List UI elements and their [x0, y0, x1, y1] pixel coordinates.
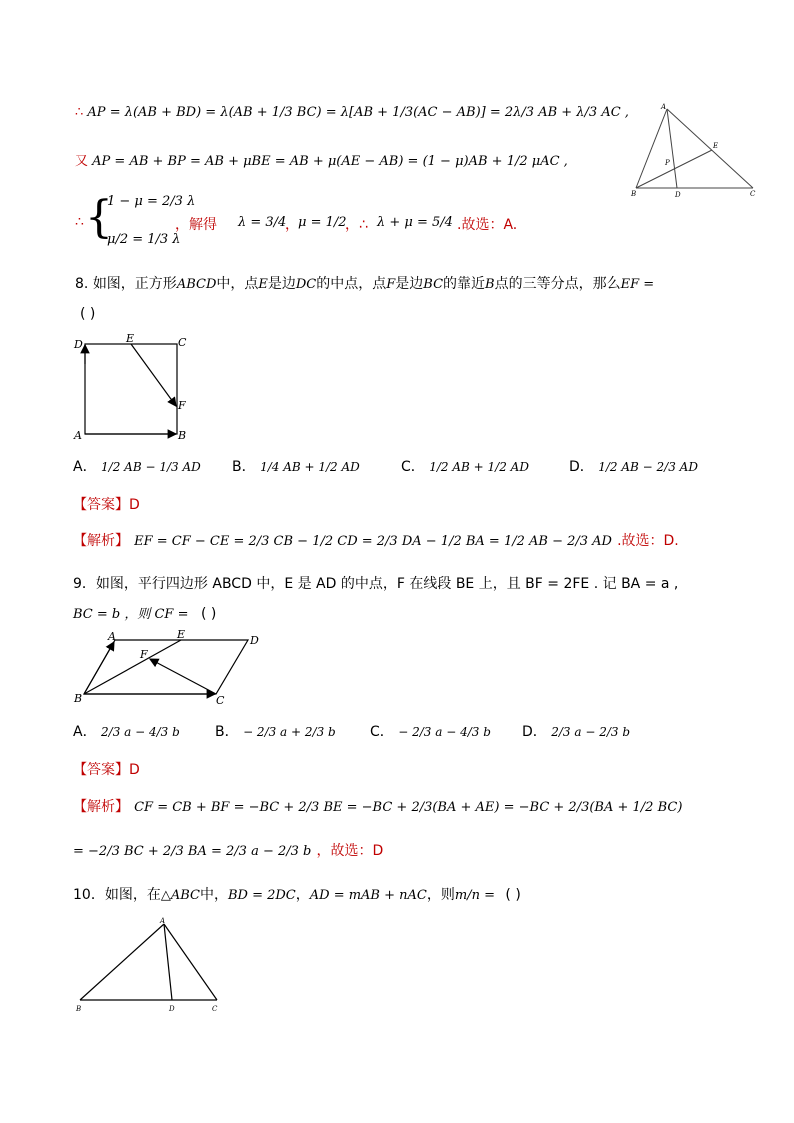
segment-be — [84, 640, 181, 694]
math-ratio: m/n = — [454, 888, 495, 903]
label-a: A — [108, 630, 116, 643]
label-e: E — [177, 630, 186, 641]
answer-label: 【答案】 — [73, 762, 129, 778]
analysis-equation: CF = CB + BF = −BC + 2/3 BE = −BC + 2/3(BA + AE) = −BC + 2/3(BA + 1/2 BC) — [134, 800, 683, 815]
solution-choice: .故选：A. — [457, 217, 518, 233]
solution-equation-1: AP = λ(AB + BD) = λ(AB + 1/3 BC) = λ[AB + 1/3(AC − AB)] = 2λ/3 AB + λ/3 AC , — [87, 105, 629, 120]
question-number: 9． — [73, 576, 96, 592]
label-a: A — [661, 103, 667, 111]
label-e: E — [126, 334, 135, 345]
label-b: B — [74, 692, 83, 705]
answer-q8 — [73, 494, 140, 514]
question-text: 的靠近 — [443, 276, 486, 292]
answer-value: D — [129, 497, 140, 513]
label-p: P — [665, 159, 670, 167]
question-number: 8. — [75, 276, 89, 292]
option-c[interactable]: C． 1/2 AB + 1/2 AD — [401, 459, 529, 475]
answer-parentheses: ( ) — [505, 887, 521, 903]
analysis-equation-2: = −2/3 BC + 2/3 BA = 2/3 a − 2/3 b — [73, 844, 312, 859]
math-e: E — [258, 277, 268, 292]
analysis-label: 【解析】 — [73, 533, 129, 549]
question-text: ， — [295, 887, 310, 903]
system-brace: { — [85, 192, 113, 243]
question-text: 中，点 — [216, 276, 259, 292]
analysis-q8 — [73, 530, 679, 550]
solution-equation-2: AP = AB + BP = AB + μBE = AB + μ(AE − AB) = (1 − μ)AB + 1/2 μAC , — [92, 154, 568, 169]
label-d: D — [169, 1005, 175, 1013]
question-10 — [73, 884, 521, 904]
solution-comma: ， — [285, 217, 299, 233]
option-d[interactable]: D． 2/3 a − 2/3 b — [522, 724, 631, 740]
edge-ab — [80, 924, 164, 1000]
question-text: 如图，平行四边形 ABCD 中，E 是 AD 的中点，F 在线段 BE 上，且 BF = 2FE . 记 BA = a , — [95, 576, 679, 592]
question-number: 10． — [73, 887, 105, 903]
square-figure-q8 — [70, 334, 195, 444]
option-d[interactable]: D． 1/2 AB − 2/3 AD — [569, 459, 698, 475]
label-f: F — [140, 648, 148, 661]
question-text: 的中点，点 — [316, 276, 387, 292]
option-a[interactable]: A． 1/2 AB − 1/3 AD — [73, 459, 201, 475]
question-9 — [73, 573, 678, 593]
lambda-value: λ = 3/4 — [238, 215, 287, 230]
math-dc: DC — [295, 277, 317, 292]
label-d: D — [74, 338, 83, 351]
option-b[interactable]: B． 1/4 AB + 1/2 AD — [232, 459, 360, 475]
question-text: 是边 — [395, 276, 424, 292]
label-e: E — [713, 142, 719, 150]
answer-parentheses: ( ) — [200, 606, 217, 622]
label-c: C — [212, 1005, 218, 1013]
triangle-figure-q7 — [626, 98, 766, 208]
option-c[interactable]: C． − 2/3 a − 4/3 b — [370, 724, 491, 740]
question-text: 是边 — [267, 276, 296, 292]
edge-ac — [667, 109, 753, 188]
label-f: F — [178, 399, 186, 412]
answer-parentheses: ( ) — [80, 306, 96, 322]
system-equation-2: μ/2 = 1/3 λ — [107, 232, 181, 247]
label-b: B — [76, 1005, 82, 1013]
label-a: A — [160, 917, 166, 925]
triangle-figure-q10 — [72, 914, 232, 1016]
option-b[interactable]: B． − 2/3 a + 2/3 b — [215, 724, 336, 740]
question-8 — [75, 273, 654, 293]
mu-value: μ = 1/2 — [298, 215, 347, 230]
math-bd: BD = 2DC — [227, 888, 296, 903]
parallelogram-figure-q9 — [70, 630, 270, 708]
answer-value: D — [129, 762, 140, 778]
question-text: 点的三等分点，那么 — [494, 276, 621, 292]
edge-ab — [636, 109, 667, 188]
answer-label: 【答案】 — [73, 497, 129, 513]
analysis-choice: ，故选：D — [316, 843, 384, 859]
analysis-choice: .故选：D. — [617, 533, 679, 549]
label-a: A — [74, 429, 82, 442]
solution-therefore: ，∴ — [345, 217, 368, 233]
question-text: ，则 — [426, 887, 455, 903]
math-b: B — [485, 277, 495, 292]
label-b: B — [178, 429, 187, 442]
label-b: B — [631, 190, 637, 198]
vector-ef — [131, 344, 176, 406]
question-text: 中， — [199, 887, 228, 903]
math-ad: AD = mAB + nAC — [309, 888, 427, 903]
therefore-symbol: ∴ — [75, 105, 84, 120]
label-c: C — [216, 694, 225, 707]
solve-text: ，解得 — [175, 217, 217, 233]
math-ef: EF = — [620, 277, 655, 292]
analysis-equation: EF = CF − CE = 2/3 CB − 1/2 CD = 2/3 DA − 1/2 BA = 1/2 AB − 2/3 AD — [134, 534, 612, 549]
cevian-ad — [667, 109, 677, 188]
solution-line-1 — [75, 105, 629, 120]
question-text: 如图，正方形 — [92, 276, 177, 292]
question-text: 如图，在 — [104, 887, 161, 903]
vector-cf — [150, 659, 216, 694]
math-bc: BC — [423, 277, 444, 292]
label-d: D — [675, 191, 681, 199]
math-f: F — [386, 277, 396, 292]
analysis-label: 【解析】 — [73, 799, 129, 815]
solution-line-2 — [75, 150, 568, 169]
question-9-line-2 — [73, 603, 216, 622]
system-equation-1: 1 − μ = 2/3 λ — [107, 194, 196, 209]
cevian-be — [636, 150, 712, 188]
sum-value: λ + μ = 5/4 — [377, 215, 453, 230]
math-triangle: △ABC — [160, 888, 200, 903]
label-c: C — [178, 336, 187, 349]
segment-ad — [164, 924, 172, 1000]
edge-ac — [164, 924, 217, 1000]
therefore-symbol-2: ∴ — [75, 214, 84, 230]
also-symbol: 又 — [75, 154, 89, 169]
label-c: C — [750, 190, 756, 198]
math-abcd: ABCD — [176, 277, 217, 292]
option-a[interactable]: A． 2/3 a − 4/3 b — [73, 724, 180, 740]
analysis-q9 — [73, 796, 682, 816]
analysis-q9-line-2 — [73, 840, 383, 860]
label-d: D — [250, 634, 259, 647]
answer-q9 — [73, 759, 140, 779]
solution-system — [75, 188, 545, 258]
question-text: BC = b ，则 CF = — [73, 607, 189, 622]
